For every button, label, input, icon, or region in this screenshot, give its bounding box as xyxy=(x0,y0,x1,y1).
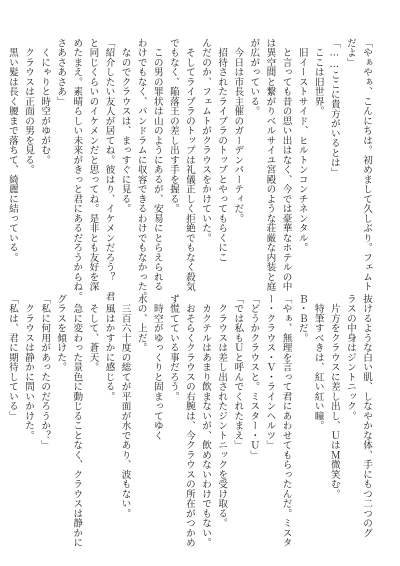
text-line: めたまえ。素晴らしい未来がきっと君にあるだろうからね。 xyxy=(71,38,83,302)
text-line: 「やぁ、無理を言って君にあわせてもらったんだ。ミスタ xyxy=(280,294,292,548)
text-line: と言っても昔の思い出はなく、今では豪華なホテルの中 xyxy=(280,38,292,292)
text-line: 水の、上だ。 xyxy=(135,294,147,353)
text-line: と同じくらいのイケメンだと思ってね。是非とも友好を深 xyxy=(87,38,99,292)
text-line: 片方をクラウスに差し出し、ＵはＭ微笑む。 xyxy=(328,294,340,499)
text-line: 時空がゆっくりと固まってゆく xyxy=(151,294,163,441)
text-line: 今日は市長主催のガーデンパーティだ。 xyxy=(232,38,244,224)
text-line: 「……ここに貴方がいるとは」 xyxy=(328,38,340,178)
lower-text-block xyxy=(6,294,374,548)
text-line: 旧イーストサイド、ヒルトンコンチネンタル。 xyxy=(296,38,308,253)
text-line: Ｂ・Ｂだ。 xyxy=(296,294,308,343)
text-line: 風はかすかに感じる。 xyxy=(103,294,115,402)
text-line: わけでもなく、パンドラムに収容できるわけでもなかった。 xyxy=(135,38,147,302)
text-line: 急に変わった景色に動じることなく、クラウスは静かに xyxy=(71,294,83,548)
text-line: ここは旧世界。 xyxy=(312,38,324,116)
text-line: クラウスは正面の男を見る。 xyxy=(23,38,35,175)
text-line: んだのか、フェムトがクラウスをかけていた。 xyxy=(200,38,212,243)
text-line: 特筆すべきは、紅い紅い瞳。 xyxy=(312,294,324,431)
text-line: でもなく、陥落王の差し出す手を握る。 xyxy=(167,38,179,214)
text-line: 「どうかクラウスと。ミスター・Ｕ」 xyxy=(248,294,260,460)
text-line: 黒い髪は長く腰まで落ちて、綺麗に結っている。 xyxy=(6,38,18,263)
text-line: くにゃりと時空がゆがむ。 xyxy=(39,38,51,165)
text-line: 「やぁやぁ、こんにちは。初めまして久しぶり。フェムト xyxy=(361,38,372,292)
text-line: そして、蒼天。 xyxy=(87,294,99,372)
text-line: 「私に何用があったのだろうか？」 xyxy=(39,294,51,450)
text-line: グラスを傾けた。 xyxy=(55,294,67,372)
text-line: だよ」 xyxy=(344,38,356,68)
text-line: 「では私もＵと呼んでくれたまえ」 xyxy=(232,294,244,450)
text-line: は異空間と繋がりベルサイユ宮殿のような荘厳な内装と庭 xyxy=(264,38,276,292)
text-line: おそらくクラウスの右腕は、今クラウスの所在がつかめ xyxy=(183,294,195,548)
text-line: クラウスは差し出されたジントニックを受け取る。 xyxy=(216,294,228,528)
text-line: 「紹介したい友人が居てね。彼はり、イケメンだろう？ 君 xyxy=(103,38,115,302)
text-line: 招待されたライブラのトップとやってもらくにこ xyxy=(216,38,228,263)
text-line: ラスの中身はジントニック。 xyxy=(344,294,356,421)
text-line: 三百六十度の総てが平面が水であり、波もない。 xyxy=(119,294,131,519)
text-line: なのでクラウスは、まっすぐに見る。 xyxy=(119,38,131,214)
text-line: ず慌てている事だろう。 xyxy=(167,294,179,402)
text-line: が広がっている。 xyxy=(248,38,260,116)
text-line: そしてライブラのトップは礼儀正しく拒絶でもなく殺気 xyxy=(183,38,195,292)
text-line: さあさあさあ」 xyxy=(55,38,67,107)
text-line: 抜けるような白い肌、しなやかな体、手にもつ二つのグ xyxy=(361,294,372,538)
text-line: この男の罪状は山のようにあるが、安易にとらえられる xyxy=(151,38,163,292)
text-line: 「私は、君に期待している」 xyxy=(6,294,18,421)
text-line: クラウスは静かに問いかけた。 xyxy=(23,294,35,441)
text-line: ー・クラウス・Ｖ・ラインヘルツ」 xyxy=(264,294,276,450)
text-line: カクテルはあまり飲まないが、飲めないわけでもない。 xyxy=(200,294,212,548)
upper-text-block xyxy=(6,38,374,302)
